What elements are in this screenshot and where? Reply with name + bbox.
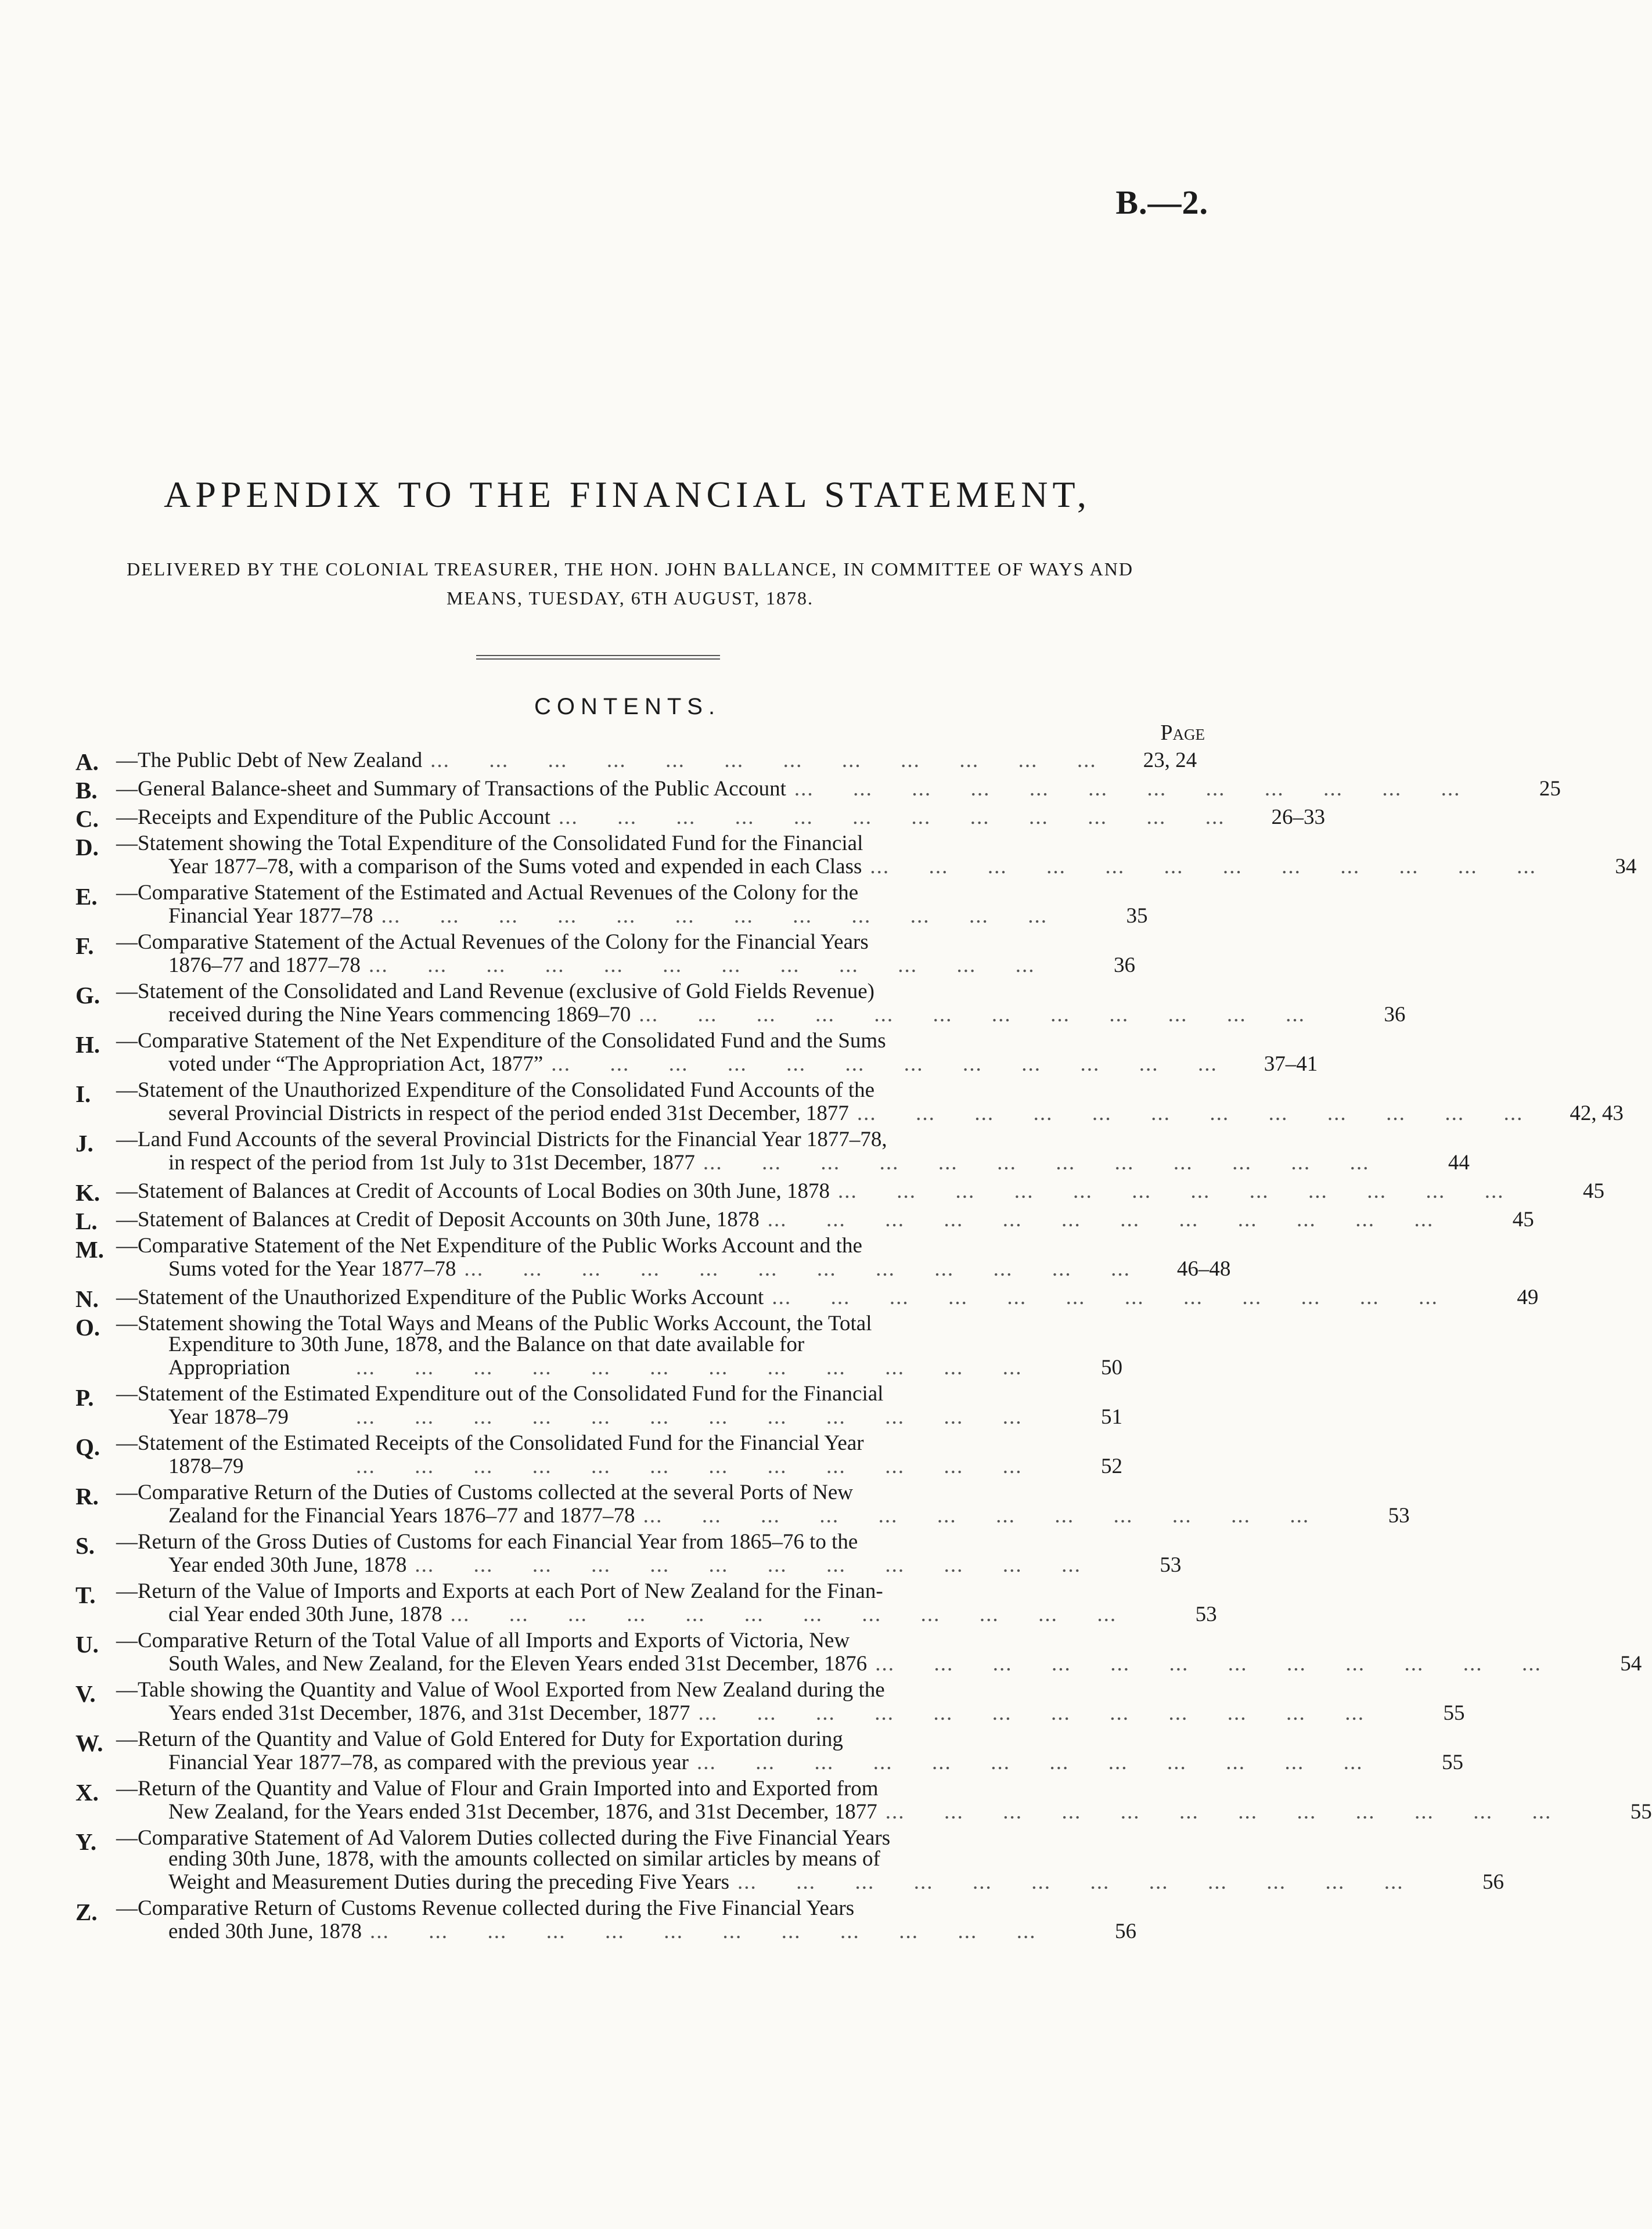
entry-page-number: 46–48 xyxy=(1176,1257,1231,1281)
entry-title: —Statement of the Estimated Expenditure out of the Consolidated Fund for the Financial xyxy=(116,1382,884,1406)
leader-dots: ... ... ... ... ... ... ... ... ... ... ... ... xyxy=(643,1504,1323,1528)
table-of-contents xyxy=(75,748,1652,1947)
entry-letter: J. xyxy=(75,1130,93,1157)
entry-continuation: ended 30th June, 1878 xyxy=(168,1920,362,1943)
contents-entry xyxy=(75,1029,1318,1076)
entry-page-number: 54 xyxy=(1620,1652,1642,1676)
entry-title: —Comparative Return of the Duties of Customs collected at the several Ports of New xyxy=(116,1481,854,1504)
entry-page-number: 44 xyxy=(1448,1151,1470,1175)
entry-title: —General Balance-sheet and Summary of Transactions of the Public Account xyxy=(116,777,786,801)
contents-entry xyxy=(75,1234,1231,1281)
entry-title: —Return of the Quantity and Value of Gold Entered for Duty for Exportation during xyxy=(116,1727,843,1751)
entry-page-number: 51 xyxy=(1101,1405,1122,1429)
entry-continuation: 1878–79 xyxy=(168,1454,244,1478)
entry-continuation: Year 1878–79 xyxy=(168,1405,289,1429)
contents-entry xyxy=(75,1777,1652,1824)
entry-page-number: 26–33 xyxy=(1271,805,1326,829)
entry-continuation: Weight and Measurement Duties during the preceding Five Years xyxy=(168,1870,729,1894)
entry-title: —Statement of the Unauthorized Expenditure of the Consolidated Fund Accounts of the xyxy=(116,1078,875,1102)
entry-page-number: 52 xyxy=(1101,1454,1122,1478)
entry-page-number: 53 xyxy=(1160,1553,1182,1577)
entry-continuation: ending 30th June, 1878, with the amounts collected on similar articles by means of xyxy=(168,1847,880,1871)
entry-page-number: 23, 24 xyxy=(1143,748,1197,772)
entry-letter: H. xyxy=(75,1031,100,1058)
entry-letter: K. xyxy=(75,1179,100,1206)
leader-dots: ... ... ... ... ... ... ... ... ... ... ... ... xyxy=(559,805,1239,829)
contents-entry xyxy=(75,1128,1470,1175)
entry-page-number: 56 xyxy=(1482,1870,1504,1894)
leader-dots: ... ... ... ... ... ... ... ... ... ... ... ... xyxy=(464,1257,1144,1281)
entry-title: —Statement showing the Total Expenditure of the Consolidated Fund for the Financial xyxy=(116,831,863,855)
leader-dots: ... ... ... ... ... ... ... ... ... ... ... ... xyxy=(430,748,1110,772)
contents-entry xyxy=(75,1078,1624,1126)
contents-entry xyxy=(75,1579,1217,1627)
entry-letter: B. xyxy=(75,777,98,804)
entry-title: —Comparative Statement of Ad Valorem Duties collected during the Five Financial Years xyxy=(116,1826,891,1850)
leader-dots: ... ... ... ... ... ... ... ... ... ... ... ... xyxy=(697,1751,1377,1774)
entry-letter: C. xyxy=(75,805,99,832)
entry-letter: R. xyxy=(75,1483,99,1510)
document-reference: B.—2. xyxy=(1115,183,1208,221)
entry-continuation: New Zealand, for the Years ended 31st December, 1876, and 31st December, 1877 xyxy=(168,1800,877,1824)
leader-dots: ... ... ... ... ... ... ... ... ... ... ... ... xyxy=(381,904,1061,928)
contents-entry xyxy=(75,1629,1642,1676)
contents-entry xyxy=(75,1826,1504,1895)
entry-letter: E. xyxy=(75,883,98,910)
entry-title: —The Public Debt of New Zealand xyxy=(116,748,423,772)
entry-page-number: 55 xyxy=(1630,1800,1652,1824)
entry-letter: O. xyxy=(75,1314,100,1341)
entry-page-number: 53 xyxy=(1388,1504,1410,1528)
leader-dots: ... ... ... ... ... ... ... ... ... ... ... ... xyxy=(767,1208,1447,1231)
entry-title: —Comparative Return of Customs Revenue collected during the Five Financial Years xyxy=(116,1896,855,1920)
leader-dots: ... ... ... ... ... ... ... ... ... ... ... ... xyxy=(885,1800,1565,1824)
entry-title: —Statement of the Unauthorized Expenditure of the Public Works Account xyxy=(116,1285,764,1309)
entry-title: —Comparative Statement of the Actual Revenues of the Colony for the Financial Years xyxy=(116,930,869,954)
leader-dots: ... ... ... ... ... ... ... ... ... ... ... ... xyxy=(703,1151,1383,1175)
contents-entry xyxy=(75,1313,1122,1380)
leader-dots: ... ... ... ... ... ... ... ... ... ... ... ... xyxy=(415,1553,1095,1577)
entry-letter: D. xyxy=(75,834,99,860)
entry-page-number: 25 xyxy=(1539,777,1561,801)
entry-continuation: 1876–77 and 1877–78 xyxy=(168,953,361,977)
contents-entry xyxy=(75,1678,1465,1726)
entry-letter: Q. xyxy=(75,1434,100,1460)
leader-dots: ... ... ... ... ... ... ... ... ... ... ... ... xyxy=(368,953,1048,977)
entry-letter: M. xyxy=(75,1236,104,1263)
entry-title: —Receipts and Expenditure of the Public Account xyxy=(116,805,551,829)
entry-letter: N. xyxy=(75,1285,99,1312)
contents-entry xyxy=(75,1530,1182,1578)
entry-page-number: 42, 43 xyxy=(1570,1101,1624,1125)
leader-dots: ... ... ... ... ... ... ... ... ... ... ... ... xyxy=(639,1003,1319,1027)
leader-dots: ... ... ... ... ... ... ... ... ... ... ... ... xyxy=(794,777,1474,801)
decorative-rule xyxy=(476,655,720,662)
contents-entry xyxy=(75,805,1326,832)
leader-dots: ... ... ... ... ... ... ... ... ... ... ... ... xyxy=(698,1701,1378,1725)
entry-letter: G. xyxy=(75,982,100,1009)
entry-page-number: 45 xyxy=(1512,1208,1534,1231)
leader-dots: ... ... ... ... ... ... ... ... ... ... ... ... xyxy=(369,1920,1049,1943)
contents-heading: CONTENTS. xyxy=(534,694,721,719)
entry-title: —Comparative Statement of the Estimated and Actual Revenues of the Colony for the xyxy=(116,881,859,905)
contents-entry xyxy=(75,776,1561,804)
entry-page-number: 34 xyxy=(1615,855,1637,878)
entry-letter: Z. xyxy=(75,1899,98,1925)
entry-letter: V. xyxy=(75,1680,96,1707)
entry-continuation: Financial Year 1877–78, as compared with the previous year xyxy=(168,1751,689,1774)
entry-continuation: Appropriation xyxy=(168,1356,290,1380)
leader-dots: ... ... ... ... ... ... ... ... ... ... ... ... xyxy=(356,1405,1035,1429)
entry-continuation: several Provincial Districts in respect of the period ended 31st December, 1877 xyxy=(168,1101,849,1125)
leader-dots: ... ... ... ... ... ... ... ... ... ... ... ... xyxy=(875,1652,1555,1676)
contents-entry xyxy=(75,1481,1410,1528)
entry-continuation: Year 1877–78, with a comparison of the Sums voted and expended in each Class xyxy=(168,855,862,878)
entry-title: —Return of the Gross Duties of Customs for each Financial Year from 1865–76 to the xyxy=(116,1530,858,1554)
leader-dots: ... ... ... ... ... ... ... ... ... ... ... ... xyxy=(870,855,1550,878)
entry-page-number: 56 xyxy=(1114,1920,1136,1943)
entry-title: —Return of the Value of Imports and Exports at each Port of New Zealand for the Finan- xyxy=(116,1579,883,1603)
entry-title: —Return of the Quantity and Value of Flour and Grain Imported into and Exported from xyxy=(116,1777,879,1801)
entry-letter: W. xyxy=(75,1730,103,1756)
entry-continuation: in respect of the period from 1st July to 31st December, 1877 xyxy=(168,1151,695,1175)
entry-continuation: cial Year ended 30th June, 1878 xyxy=(168,1603,442,1626)
entry-letter: I. xyxy=(75,1081,91,1107)
contents-entry xyxy=(75,1896,1136,1944)
entry-continuation: South Wales, and New Zealand, for the Eleven Years ended 31st December, 1876 xyxy=(168,1652,868,1676)
entry-letter: A. xyxy=(75,748,99,775)
leader-dots: ... ... ... ... ... ... ... ... ... ... ... ... xyxy=(356,1356,1035,1380)
contents-entry xyxy=(75,881,1148,928)
entry-continuation: Years ended 31st December, 1876, and 31st December, 1877 xyxy=(168,1701,690,1725)
entry-page-number: 53 xyxy=(1195,1603,1217,1626)
entry-continuation: Expenditure to 30th June, 1878, and the Balance on that date available for xyxy=(168,1333,805,1356)
page-title: APPENDIX TO THE FINANCIAL STATEMENT, xyxy=(164,474,1091,515)
entry-title: —Statement of Balances at Credit of Deposit Accounts on 30th June, 1878 xyxy=(116,1208,760,1231)
entry-page-number: 37–41 xyxy=(1264,1052,1318,1076)
entry-letter: F. xyxy=(75,932,94,959)
contents-entry xyxy=(75,1207,1534,1234)
contents-entry xyxy=(75,930,1135,978)
contents-entry xyxy=(75,980,1406,1027)
entry-letter: L. xyxy=(75,1208,98,1234)
entry-page-number: 35 xyxy=(1126,904,1148,928)
leader-dots: ... ... ... ... ... ... ... ... ... ... ... ... xyxy=(737,1870,1417,1894)
entry-continuation: Sums voted for the Year 1877–78 xyxy=(168,1257,456,1281)
leader-dots: ... ... ... ... ... ... ... ... ... ... ... ... xyxy=(356,1454,1035,1478)
entry-letter: P. xyxy=(75,1384,94,1411)
entry-title: —Comparative Return of the Total Value of all Imports and Exports of Victoria, New xyxy=(116,1629,850,1652)
entry-letter: U. xyxy=(75,1631,99,1658)
entry-letter: T. xyxy=(75,1582,96,1608)
entry-continuation: voted under “The Appropriation Act, 1877” xyxy=(168,1052,544,1076)
entry-page-number: 45 xyxy=(1582,1179,1604,1203)
entry-page-number: 50 xyxy=(1101,1356,1122,1380)
contents-entry xyxy=(75,748,1197,775)
leader-dots: ... ... ... ... ... ... ... ... ... ... ... ... xyxy=(856,1101,1536,1125)
entry-page-number: 36 xyxy=(1113,953,1135,977)
entry-letter: S. xyxy=(75,1532,95,1559)
contents-entry xyxy=(75,831,1637,879)
leader-dots: ... ... ... ... ... ... ... ... ... ... ... ... xyxy=(837,1179,1517,1203)
entry-continuation: Year ended 30th June, 1878 xyxy=(168,1553,407,1577)
contents-entry xyxy=(75,1285,1539,1312)
page-column-heading: Page xyxy=(1160,721,1205,745)
entry-page-number: 55 xyxy=(1443,1701,1465,1725)
entry-title: —Statement showing the Total Ways and Means of the Public Works Account, the Total xyxy=(116,1312,872,1335)
entry-title: —Table showing the Quantity and Value of Wool Exported from New Zealand during the xyxy=(116,1678,885,1702)
entry-continuation: received during the Nine Years commencing 1869–70 xyxy=(168,1003,631,1027)
entry-title: —Comparative Statement of the Net Expenditure of the Public Works Account and the xyxy=(116,1234,862,1258)
leader-dots: ... ... ... ... ... ... ... ... ... ... ... ... xyxy=(772,1285,1452,1309)
entry-continuation: Financial Year 1877–78 xyxy=(168,904,373,928)
entry-title: —Comparative Statement of the Net Expenditure of the Consolidated Fund and the Sums xyxy=(116,1029,886,1053)
contents-entry xyxy=(75,1179,1604,1206)
entry-title: —Statement of Balances at Credit of Accounts of Local Bodies on 30th June, 1878 xyxy=(116,1179,830,1203)
entry-title: —Land Fund Accounts of the several Provincial Districts for the Financial Year 1877–78, xyxy=(116,1128,887,1151)
contents-entry xyxy=(75,1433,1122,1479)
entry-letter: Y. xyxy=(75,1828,97,1855)
leader-dots: ... ... ... ... ... ... ... ... ... ... ... ... xyxy=(450,1603,1130,1626)
entry-page-number: 49 xyxy=(1517,1285,1539,1309)
entry-title: —Statement of the Estimated Receipts of the Consolidated Fund for the Financial Year xyxy=(116,1431,864,1455)
contents-entry xyxy=(75,1384,1122,1429)
entry-title: —Statement of the Consolidated and Land Revenue (exclusive of Gold Fields Revenue) xyxy=(116,980,874,1003)
contents-entry xyxy=(75,1727,1464,1775)
entry-page-number: 55 xyxy=(1442,1751,1464,1774)
entry-letter: X. xyxy=(75,1779,99,1806)
subtitle: DELIVERED BY THE COLONIAL TREASURER, THE HON. JOHN BALLANCE, IN COMMITTEE OF WAYS AND MEANS, TUESDAY, 6TH AUGUST, 1878. xyxy=(127,559,1133,608)
leader-dots: ... ... ... ... ... ... ... ... ... ... ... ... xyxy=(551,1052,1231,1076)
entry-continuation: Zealand for the Financial Years 1876–77 and 1877–78 xyxy=(168,1504,635,1528)
entry-page-number: 36 xyxy=(1384,1003,1406,1027)
